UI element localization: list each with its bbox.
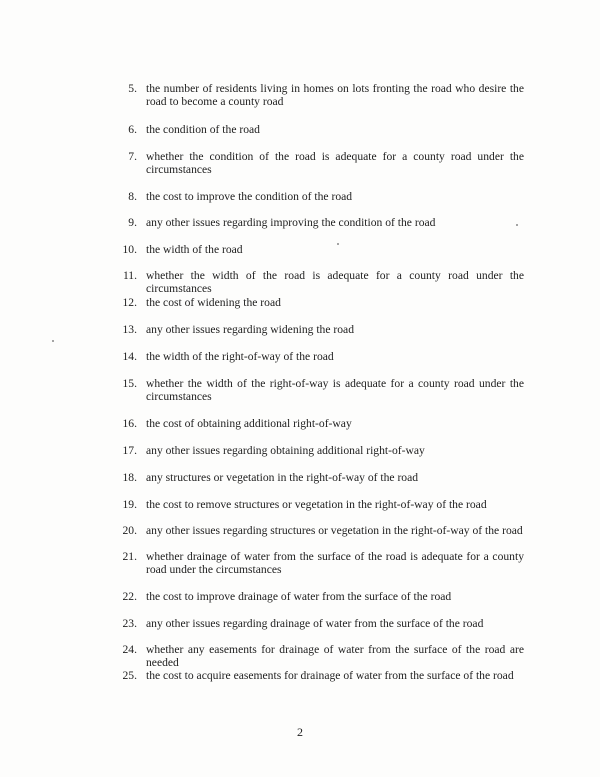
- item-number: 13.: [122, 323, 137, 336]
- item-number: 7.: [128, 150, 137, 163]
- item-text: any other issues regarding structures or vegetation in the right-of-way of the road: [146, 524, 523, 537]
- scan-speck: [516, 224, 518, 226]
- page-number: 2: [297, 725, 303, 739]
- item-text: the condition of the road: [146, 123, 260, 136]
- item-text: the width of the right-of-way of the road: [146, 350, 334, 363]
- item-number: 18.: [122, 471, 137, 484]
- item-number: 17.: [122, 444, 137, 457]
- item-text: whether the width of the road is adequate for a county road under the circumstances: [146, 269, 524, 295]
- item-text: the cost to acquire easements for drainage of water from the surface of the road: [146, 669, 514, 682]
- item-number: 15.: [122, 377, 137, 390]
- item-text: the number of residents living in homes on lots fronting the road who desire the road to become a county road: [146, 82, 524, 108]
- item-text: whether the width of the right-of-way is adequate for a county road under the circumstances: [146, 377, 524, 403]
- item-text: the width of the road: [146, 243, 243, 256]
- item-number: 11.: [122, 269, 137, 282]
- item-number: 5.: [128, 82, 137, 95]
- item-number: 8.: [128, 190, 137, 203]
- item-number: 14.: [122, 350, 137, 363]
- item-text: whether the condition of the road is adequate for a county road under the circumstances: [146, 150, 524, 176]
- item-text: the cost to improve drainage of water from the surface of the road: [146, 590, 452, 603]
- item-number: 23.: [122, 617, 137, 630]
- item-text: any other issues regarding obtaining additional right-of-way: [146, 444, 425, 457]
- item-text: any other issues regarding widening the road: [146, 323, 354, 336]
- item-number: 12.: [122, 296, 137, 309]
- item-number: 16.: [122, 417, 137, 430]
- item-number: 25.: [122, 669, 137, 682]
- item-text: the cost to improve the condition of the road: [146, 190, 353, 203]
- scan-speck: [52, 340, 54, 342]
- item-number: 9.: [128, 216, 137, 229]
- item-number: 20.: [122, 524, 137, 537]
- item-text: the cost of obtaining additional right-of-way: [146, 417, 352, 430]
- item-number: 22.: [122, 590, 137, 603]
- item-number: 19.: [122, 498, 137, 511]
- scan-speck: [337, 243, 339, 245]
- item-text: whether any easements for drainage of water from the surface of the road are needed: [146, 643, 524, 669]
- item-text: any structures or vegetation in the right-of-way of the road: [146, 471, 419, 484]
- item-number: 21.: [122, 550, 137, 563]
- item-number: 24.: [122, 643, 137, 656]
- item-number: 10.: [122, 243, 137, 256]
- item-text: the cost to remove structures or vegetation in the right-of-way of the road: [146, 498, 487, 511]
- item-text: any other issues regarding improving the condition of the road: [146, 216, 436, 229]
- item-number: 6.: [128, 123, 137, 136]
- item-text: the cost of widening the road: [146, 296, 281, 309]
- item-text: any other issues regarding drainage of water from the surface of the road: [146, 617, 484, 630]
- item-text: whether drainage of water from the surface of the road is adequate for a county road under the circumstances: [146, 550, 524, 576]
